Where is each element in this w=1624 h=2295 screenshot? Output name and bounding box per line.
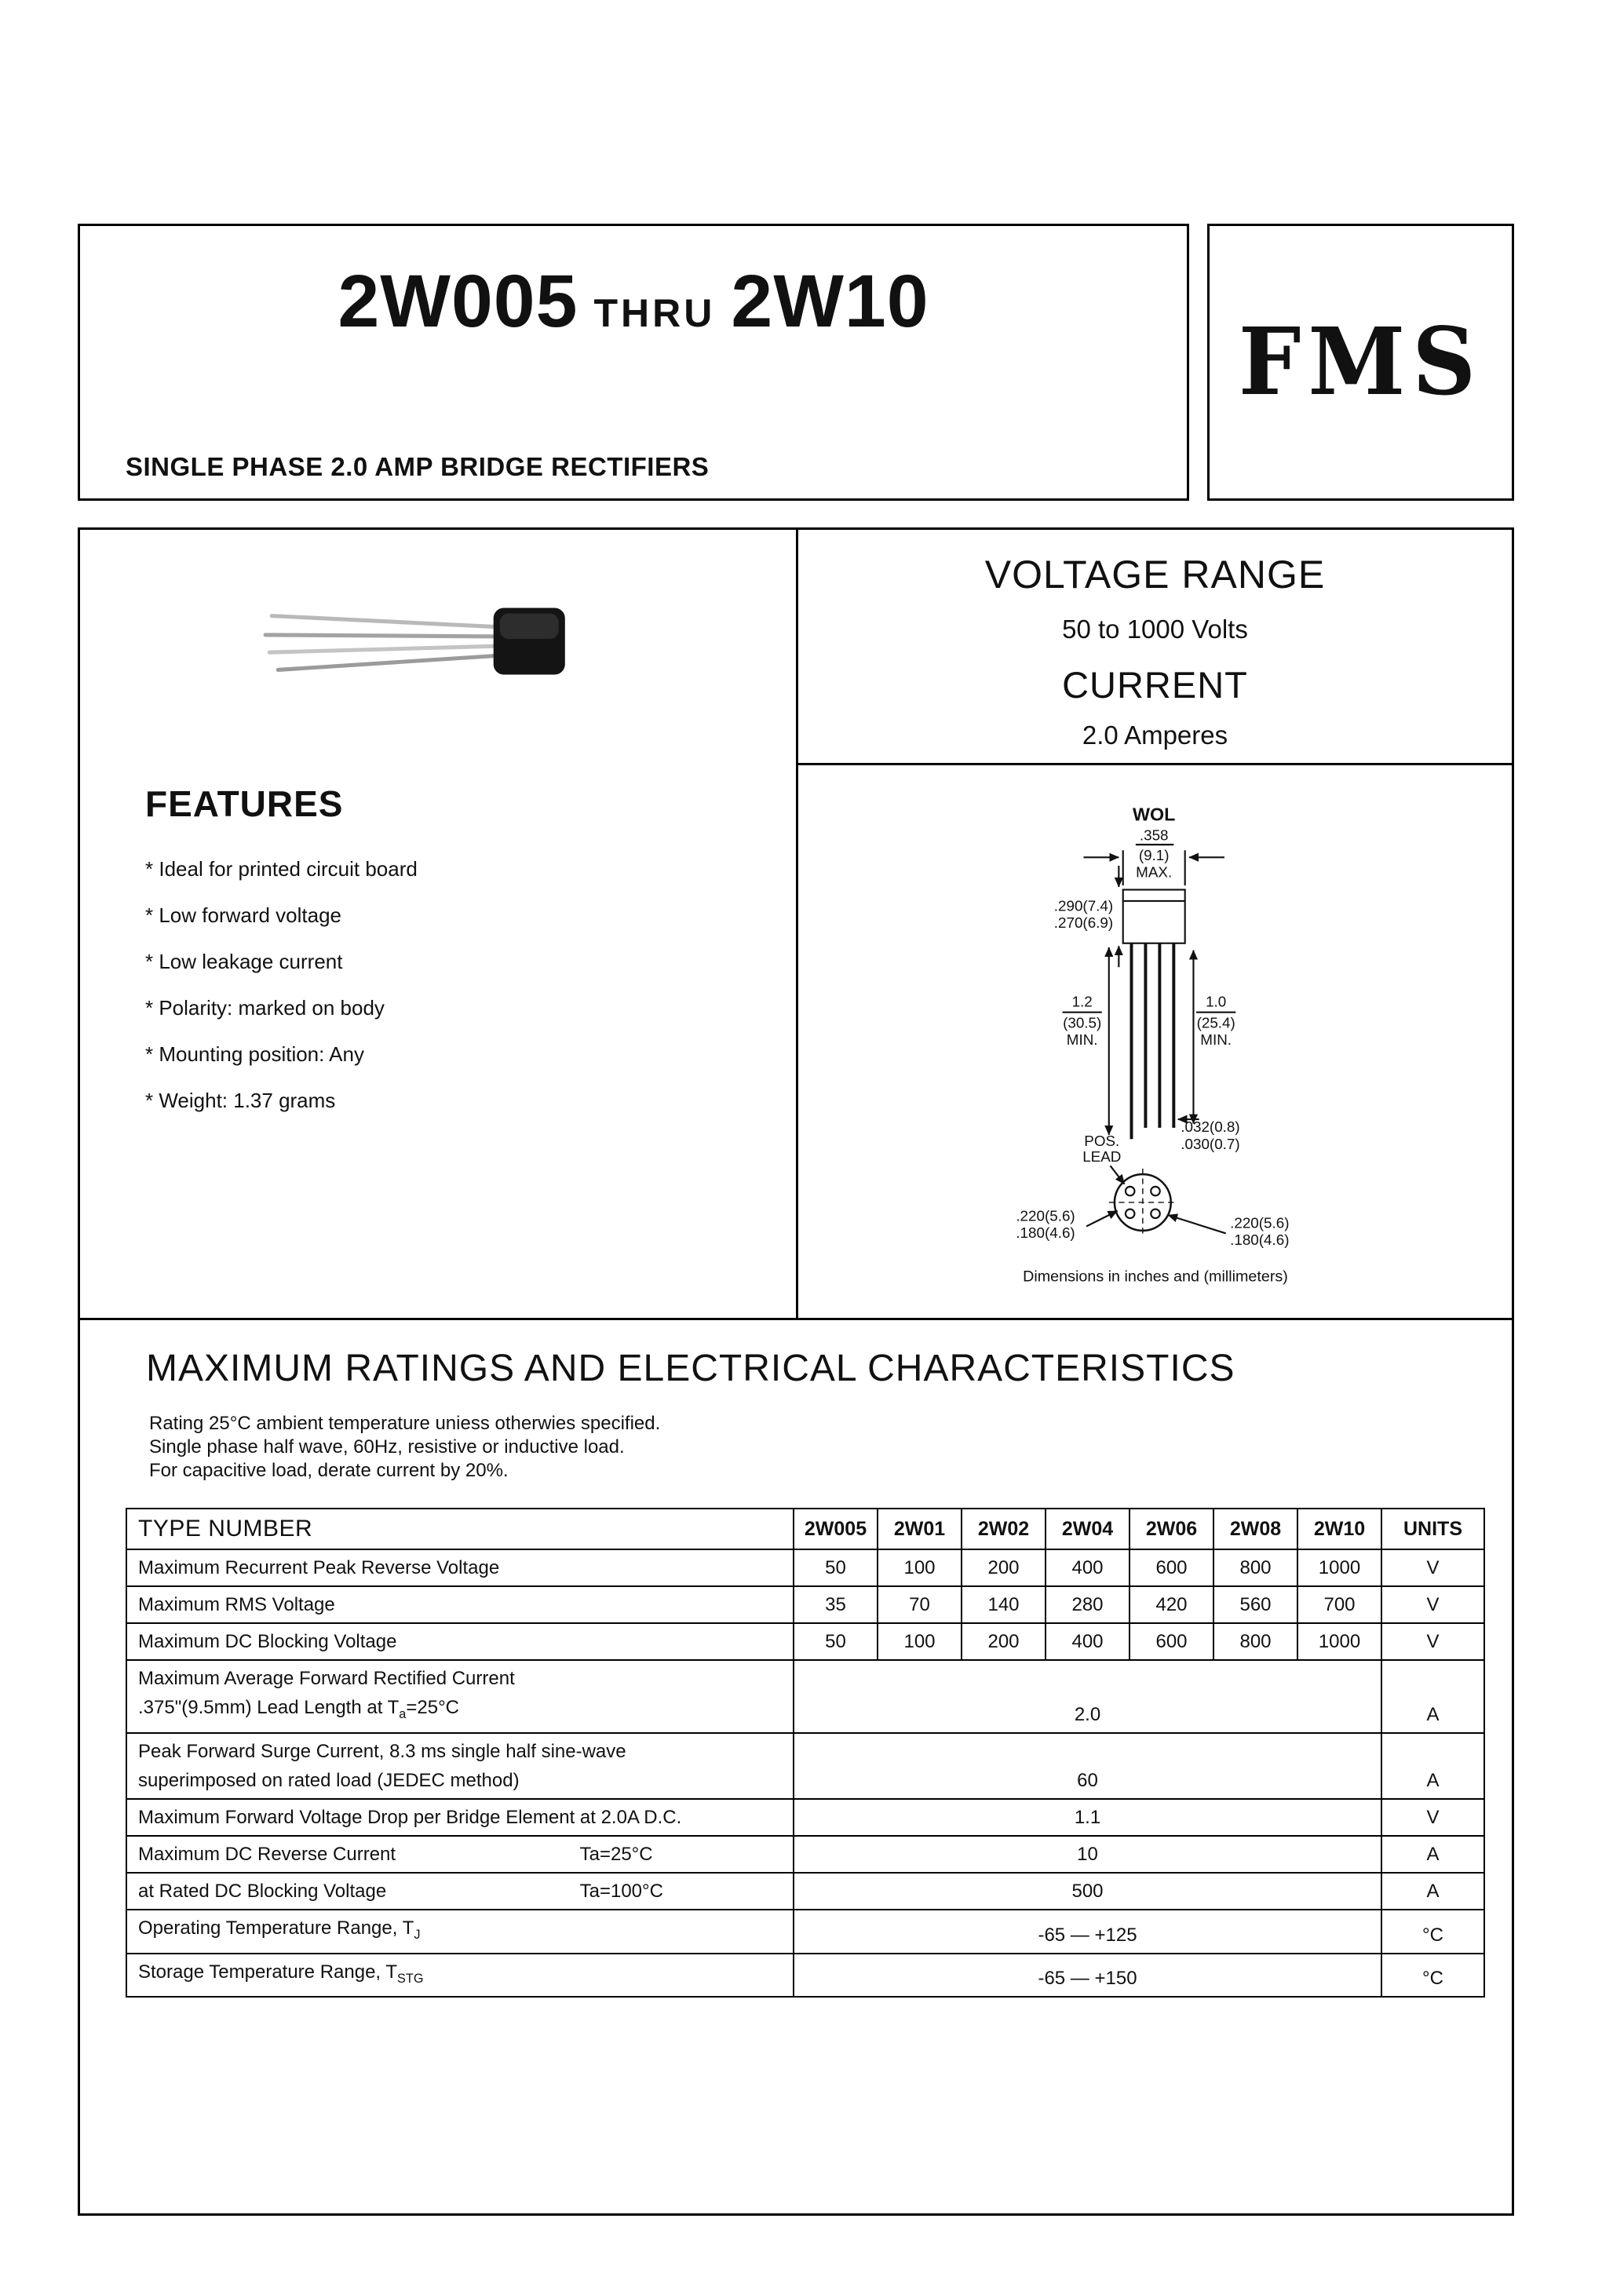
ratings-row: [126, 1586, 1484, 1623]
type-number-header: TYPE NUMBER: [126, 1509, 794, 1549]
row-label: Maximum Recurrent Peak Reverse Voltage: [126, 1549, 794, 1586]
ratings-row: [126, 1549, 1484, 1586]
value-cell: 560: [1213, 1586, 1297, 1623]
ratings-table: [126, 1508, 1485, 1998]
ratings-section: [80, 1318, 1512, 2213]
features-heading: FEATURES: [145, 783, 344, 824]
main-content-box: [78, 527, 1514, 2216]
feature-item: * Low leakage current: [145, 950, 343, 973]
ratings-row: [126, 1733, 1484, 1799]
value-cell: 1000: [1297, 1549, 1381, 1586]
dim-lead-right-note: MIN.: [1199, 1031, 1232, 1048]
span-value-cell: 2.0: [794, 1660, 1381, 1733]
pos-lead-label-2: LEAD: [1082, 1148, 1121, 1165]
value-cell: 420: [1130, 1586, 1213, 1623]
column-header: 2W01: [878, 1509, 962, 1549]
features-section: [80, 530, 798, 1318]
dim-lead-right-mm: (25.4): [1196, 1014, 1235, 1031]
ratings-notes: [149, 1412, 1512, 1483]
span-value-cell: -65 — +150: [794, 1954, 1381, 1998]
subscript-label-part: J: [414, 1927, 421, 1942]
ratings-row: [126, 1910, 1484, 1954]
subtitle: SINGLE PHASE 2.0 AMP BRIDGE RECTIFIERS: [126, 452, 710, 481]
ratings-row: [126, 1623, 1484, 1660]
note-line: Single phase half wave, 60Hz, resistive or inductive load.: [149, 1436, 625, 1458]
ratings-row: [126, 1836, 1484, 1873]
dim-width-inches: .358: [1139, 826, 1169, 844]
ratings-row: [126, 1799, 1484, 1836]
value-cell: 100: [878, 1549, 962, 1586]
unit-cell: V: [1381, 1799, 1484, 1836]
current-label: CURRENT: [1062, 664, 1248, 706]
column-header: 2W02: [962, 1509, 1046, 1549]
value-cell: 50: [794, 1623, 878, 1660]
value-cell: 50: [794, 1549, 878, 1586]
package-diagram-section: [798, 765, 1512, 1318]
package-outline-drawing: [810, 770, 1501, 1298]
drawing-labels: [1016, 805, 1289, 1286]
ratings-row: [126, 1954, 1484, 1998]
value-cell: 700: [1297, 1586, 1381, 1623]
ratings-header-row: [126, 1509, 1484, 1549]
column-header: 2W005: [794, 1509, 878, 1549]
span-value-cell: 10: [794, 1836, 1381, 1873]
view-label: WOL: [1132, 804, 1175, 825]
row-label: Maximum DC Blocking Voltage: [126, 1623, 794, 1660]
row-label: Maximum Forward Voltage Drop per Bridge Element at 2.0A D.C.: [126, 1799, 794, 1836]
voltage-range-value: 50 to 1000 Volts: [1062, 615, 1248, 644]
part-number-start: 2W005: [338, 260, 578, 343]
dim-lead-left-inches: 1.2: [1071, 993, 1093, 1010]
value-cell: 600: [1130, 1549, 1213, 1586]
column-header: 2W10: [1297, 1509, 1381, 1549]
row-label: Storage Temperature Range, $T_{STG}$: [126, 1954, 794, 1998]
thru-label: THRU: [593, 291, 716, 335]
column-header: 2W06: [1130, 1509, 1213, 1549]
unit-cell: V: [1381, 1586, 1484, 1623]
column-header: 2W04: [1046, 1509, 1130, 1549]
header-title-box: [78, 224, 1189, 501]
unit-cell: °C: [1381, 1954, 1484, 1998]
ratings-row: [126, 1660, 1484, 1733]
row-label: Operating Temperature Range, $T_J$: [126, 1910, 794, 1954]
subscript-label-part: a: [399, 1706, 407, 1721]
value-cell: 100: [878, 1623, 962, 1660]
note-line: Rating 25°C ambient temperature uniess otherwies specified.: [149, 1413, 661, 1434]
dim-pitch-right-1: .220(5.6): [1229, 1214, 1289, 1231]
dim-pitch-right-2: .180(4.6): [1229, 1231, 1289, 1248]
unit-cell: A: [1381, 1660, 1484, 1733]
note-line: For capacitive load, derate current by 20%.: [149, 1460, 509, 1481]
dim-width-mm: (9.1): [1138, 846, 1170, 863]
features-list: [145, 858, 418, 1136]
dim-pitch-left-1: .220(5.6): [1015, 1207, 1075, 1224]
page-title: [80, 226, 1187, 345]
value-cell: 200: [962, 1549, 1046, 1586]
value-cell: 35: [794, 1586, 878, 1623]
component-leads: [265, 616, 499, 670]
feature-item: * Weight: 1.37 grams: [145, 1089, 336, 1112]
row-label: Maximum DC Reverse Current Ta=25°C: [126, 1836, 794, 1873]
feature-item: * Ideal for printed circuit board: [145, 857, 418, 881]
value-cell: 600: [1130, 1623, 1213, 1660]
dim-lead-left-note: MIN.: [1066, 1031, 1098, 1048]
dim-body-height-1: .290(7.4): [1053, 897, 1113, 914]
current-value: 2.0 Amperes: [1082, 721, 1228, 750]
label-part: Ta=100°C: [579, 1880, 663, 1902]
span-value-cell: -65 — +125: [794, 1910, 1381, 1954]
value-cell: 800: [1213, 1623, 1297, 1660]
ratings-table-body: [126, 1549, 1484, 1997]
logo-box: [1207, 224, 1514, 501]
value-cell: 1000: [1297, 1623, 1381, 1660]
overview-section: [798, 530, 1512, 765]
dim-lead-right-inches: 1.0: [1205, 993, 1226, 1010]
voltage-range-label: VOLTAGE RANGE: [984, 553, 1326, 597]
row-label: Maximum RMS Voltage: [126, 1586, 794, 1623]
unit-cell: °C: [1381, 1910, 1484, 1954]
span-value-cell: 1.1: [794, 1799, 1381, 1836]
dim-width-note: MAX.: [1135, 863, 1172, 881]
span-value-cell: 500: [794, 1873, 1381, 1910]
unit-cell: A: [1381, 1733, 1484, 1799]
fms-logo: FMS: [1238, 308, 1483, 417]
span-value-cell: 60: [794, 1733, 1381, 1799]
component-body-highlight: [500, 614, 559, 639]
row-label: Peak Forward Surge Current, 8.3 ms single half sine-wave superimposed on rated load (JEDEC method): [126, 1733, 794, 1799]
value-cell: 200: [962, 1623, 1046, 1660]
component-photo: [259, 597, 577, 684]
unit-cell: A: [1381, 1873, 1484, 1910]
value-cell: 400: [1046, 1549, 1130, 1586]
dim-lead-left-mm: (30.5): [1062, 1014, 1101, 1031]
subscript-label-part: STG: [396, 1971, 424, 1986]
value-cell: 140: [962, 1586, 1046, 1623]
dim-body-height-2: .270(6.9): [1053, 914, 1113, 932]
dim-pitch-left-2: .180(4.6): [1015, 1224, 1075, 1241]
value-cell: 800: [1213, 1549, 1297, 1586]
dim-lead-dia-1: .032(0.8): [1180, 1118, 1240, 1136]
value-cell: 280: [1046, 1586, 1130, 1623]
pos-lead-label-1: POS.: [1083, 1133, 1119, 1150]
diagram-caption: Dimensions in inches and (millimeters): [1022, 1268, 1288, 1286]
feature-item: * Mounting position: Any: [145, 1042, 364, 1066]
column-header: UNITS: [1381, 1509, 1484, 1549]
row-label: Maximum Average Forward Rectified Current .375"(9.5mm) Lead Length at $T_a=25^\circ C$: [126, 1660, 794, 1733]
value-cell: 70: [878, 1586, 962, 1623]
row-label: at Rated DC Blocking Voltage Ta=100°C: [126, 1873, 794, 1910]
feature-item: * Polarity: marked on body: [145, 996, 385, 1020]
feature-item: * Low forward voltage: [145, 903, 342, 927]
value-cell: 400: [1046, 1623, 1130, 1660]
ratings-row: [126, 1873, 1484, 1910]
unit-cell: A: [1381, 1836, 1484, 1873]
column-header: 2W08: [1213, 1509, 1297, 1549]
unit-cell: V: [1381, 1549, 1484, 1586]
part-number-end: 2W10: [731, 260, 929, 343]
ratings-heading: MAXIMUM RATINGS AND ELECTRICAL CHARACTERISTICS: [146, 1348, 1235, 1389]
unit-cell: V: [1381, 1623, 1484, 1660]
label-part: Ta=25°C: [579, 1843, 653, 1865]
dim-lead-dia-2: .030(0.7): [1180, 1135, 1240, 1152]
